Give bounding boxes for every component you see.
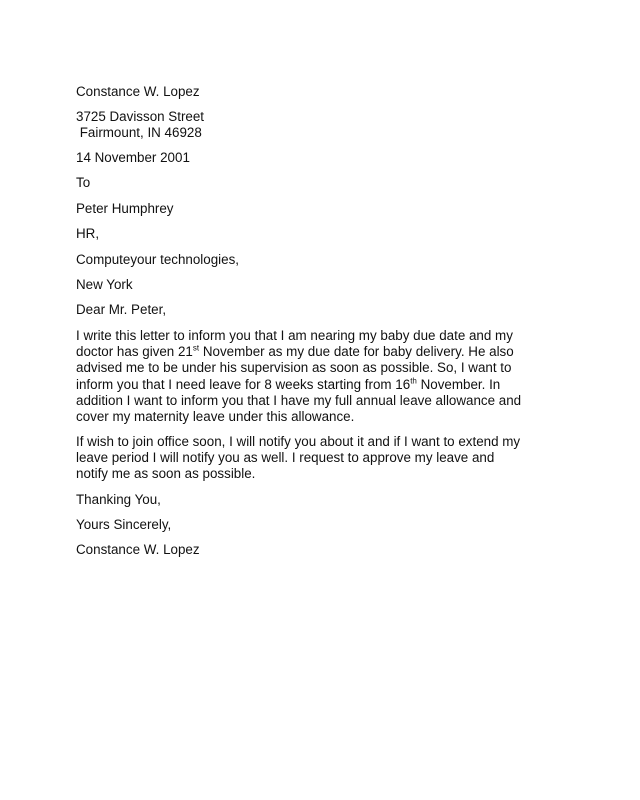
body1-line-4-end: November. In [416, 376, 501, 392]
body1-line-5: addition I want to inform you that I have my full annual leave allowance and [76, 392, 522, 408]
body1-line-2-start: doctor has given 21 [76, 344, 193, 360]
salutation: Dear Mr. Peter, [76, 302, 167, 317]
recipient-name: Peter Humphrey [76, 201, 174, 216]
closing-thanks: Thanking You, [76, 492, 161, 507]
body1-line-4-start: inform you that I need leave for 8 weeks starting from 16 [76, 376, 411, 392]
body1-line-2 [76, 344, 576, 360]
body2-line-3: notify me as soon as possible. [76, 466, 256, 482]
recipient-department: HR, [76, 226, 100, 241]
recipient-city: New York [76, 277, 133, 292]
to-label: To [76, 175, 91, 190]
body2-line-2: leave period I will notify you as well. I request to approve my leave and [76, 450, 495, 466]
body1-ordinal-suffix-2: th [410, 376, 417, 386]
recipient-company: Computeyour technologies, [76, 252, 240, 267]
body1-line-6: cover my maternity leave under this allowance. [76, 409, 355, 425]
body2-line-1: If wish to join office soon, I will notify you about it and if I want to extend my [76, 434, 521, 449]
body1-line-3: advised me to be under his supervision as soon as possible. So, I want to [76, 360, 512, 376]
sender-street: 3725 Davisson Street [76, 109, 205, 124]
signature-name: Constance W. Lopez [76, 542, 200, 557]
body1-line-1: I write this letter to inform you that I am nearing my baby due date and my [76, 328, 513, 343]
sender-name: Constance W. Lopez [76, 84, 200, 99]
body-paragraph-2 [76, 434, 576, 483]
body1-line-4 [76, 377, 576, 393]
closing-signoff: Yours Sincerely, [76, 517, 172, 532]
sender-city: Fairmount, IN 46928 [76, 125, 202, 140]
letter-date: 14 November 2001 [76, 150, 190, 165]
body-paragraph-1 [76, 328, 576, 425]
body1-ordinal-suffix-1: st [192, 343, 200, 353]
body1-line-2-end: November as my due date for baby delivery. He also [199, 344, 514, 360]
